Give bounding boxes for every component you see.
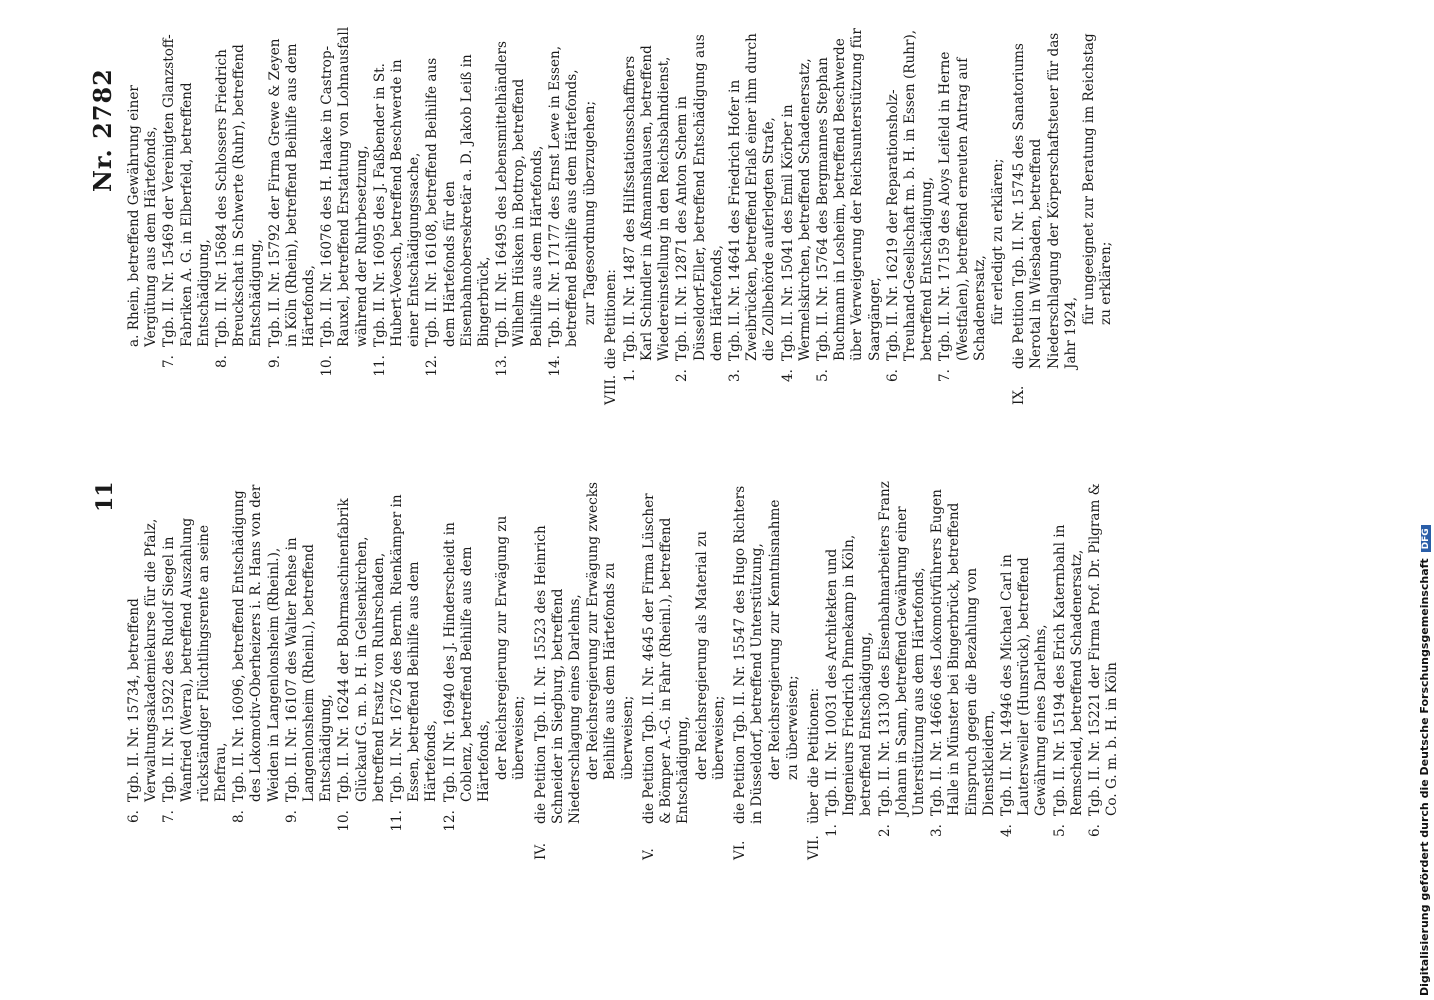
entry-text: Tgb. II. Nr. 16219 der Reparationsholz-Treuhand-Gesellschaft m. b. H. in Essen (Ruhr), betreffend Entschädigung, (884, 29, 936, 361)
resolution-text: der Reichsregierung zur Erwägung zwecks Beihilfe aus dem Härtefonds zu überweisen; (585, 481, 636, 780)
left-column (126, 480, 1122, 860)
entry-number: 2. (876, 824, 893, 837)
entry-number: 10. (319, 355, 336, 377)
entry-number: VII. (805, 835, 822, 860)
entry-text: Tgb. II Nr. 16940 des J. Hinderscheidt in Coblenz, betreffend Beihilfe aus dem Härtefonds, (441, 522, 493, 802)
entry-number: IX. (1011, 385, 1028, 405)
entry-text: Tgb. II. Nr. 16095 des J. Faßbender in St. Hubert-Voesch, betreffend Beschwerde in einer Entschädigungssache, (371, 59, 423, 347)
entry-text: Tgb. II. Nr. 16244 der Bohrmaschinenfabrik Glückauf G. m. b. H. in Gelsenkirchen, betreffend Ersatz von Ruhrschaden, (336, 498, 387, 802)
entry-number: 5. (814, 369, 831, 382)
entry-number: 6. (884, 369, 901, 382)
entry-number: 6. (1086, 824, 1103, 837)
petition-entry (126, 480, 160, 860)
entry-text: die Petitionen: (603, 269, 620, 369)
entry-text: die Petition Tgb. II. Nr. 15745 des Sanatoriums Nerotal in Wiesbaden, betreffend Niederschlagung der Körperschaftsteuer für das Jahr 1924, (1011, 32, 1079, 369)
entry-text: über die Petitionen: (805, 687, 822, 824)
petition-entry (267, 25, 319, 405)
entry-text: Tgb. II. Nr. 13130 des Eisenbahnarbeiters Franz Johann in Sann, betreffend Gewährung einer Unterstützung aus dem Härtefonds, (876, 481, 927, 816)
petition-entry (161, 480, 230, 860)
petition-entry (442, 480, 494, 860)
entry-number: 3. (726, 369, 743, 382)
entry-text: Tgb. II. Nr. 16726 des Bernh. Rienkämper in Essen, betreffend Beihilfe aus dem Härtefonds, (389, 494, 440, 802)
entry-number: 8. (214, 355, 231, 368)
section-entry (806, 480, 823, 860)
entry-number: V. (640, 848, 657, 860)
entry-number: 13. (494, 355, 511, 377)
entry-text: Tgb. II. Nr. 15764 des Bergmannes Stephan Buchmann in Losheim, betreffend Beschwerde über Verweigerung der Reichsunterstützung für Saargänger, (814, 28, 883, 361)
entry-number: 11. (371, 355, 388, 377)
petition-entry (999, 480, 1051, 860)
petition-entry (372, 25, 424, 405)
entry-text: Tgb. II. Nr. 15194 des Erich Katernbahl in Remscheid, betreffend Schadenersatz, (1051, 524, 1085, 816)
petition-entry (1087, 480, 1121, 860)
petition-entry (389, 480, 441, 860)
entry-text: Tgb. II. Nr. 12871 des Anton Schem in Düsseldorf-Eller, betreffend Entschädigung aus dem Härtefonds, (674, 34, 725, 361)
petition-entry (674, 25, 726, 405)
entry-number: 3. (929, 824, 946, 837)
petition-entry (824, 480, 876, 860)
entry-text: Tgb. II. Nr. 14946 des Michael Carl in Lautersweiler (Hunsrück), betreffend Gewährung eines Darlehns, (998, 554, 1050, 816)
entry-number: 10. (336, 810, 353, 832)
entry-number: 7. (161, 355, 178, 368)
resolution-text: für erledigt zu erklären; (989, 158, 1006, 325)
resolution-text: der Reichsregierung zur Kenntnisnahme zu überweisen; (767, 499, 801, 780)
petition-entry (622, 25, 674, 405)
entry-text: Tgb. II. Nr. 15792 der Firma Grewe & Zeyen in Köln (Rhein), betreffend Beihilfe aus dem Härtefonds, (266, 38, 318, 347)
entry-text: a. Rhein, betreffend Gewährung einer Vergütung aus dem Härtefonds, (126, 85, 160, 347)
entry-number: 9. (283, 810, 300, 823)
entry-number: IV. (532, 842, 549, 860)
entry-text: die Petition Tgb. II. Nr. 4645 der Firma Lüscher & Bömper A.-G. in Fahr (Rheinl.), betreffend Entschädigung, (640, 493, 692, 824)
right-column (126, 25, 1117, 405)
petition-entry (319, 25, 371, 405)
resolution-text: der Reichsregierung zur Erwägung zu überweisen; (494, 515, 528, 780)
dfg-logo: DFG (1421, 525, 1431, 552)
entry-number: 7. (161, 810, 178, 823)
entry-number: VI. (731, 840, 748, 860)
entry-number: VIII. (603, 374, 620, 405)
petition-entry (929, 480, 998, 860)
entry-number: 12. (424, 355, 441, 377)
entry-text: Tgb. II. Nr. 16107 des Walter Rehse in Langenlonsheim (Rheinl.), betreffend Entschädigung, (283, 537, 335, 802)
petition-entry (424, 25, 493, 405)
petition-entry (494, 25, 546, 405)
petition-entry (336, 480, 388, 860)
entry-text: Tgb. II. Nr. 15922 des Rudolf Siegel in Wanfried (Werra), betreffend Auszahlung rückständiger Flüchtlingsrente an seine Ehefrau, (161, 517, 230, 802)
entry-text: Tgb. II. Nr. 15469 der Vereinigten Glanzstoff-Fabriken A. G. in Elberfeld, betreffend Entschädigung, (161, 34, 212, 347)
petition-entry (126, 25, 160, 405)
section-entry (603, 25, 620, 405)
entry-number: 8. (231, 810, 248, 823)
resolution-text: für ungeeignet zur Beratung im Reichstag zu erklären; (1080, 33, 1115, 325)
document-number-header: Nr. 2782 (88, 68, 117, 192)
entry-text: Tgb. II. Nr. 17177 des Ernst Lewe in Essen, betreffend Beihilfe aus dem Härtefonds, (546, 45, 581, 347)
section-entry (1011, 25, 1080, 405)
petition-entry (815, 25, 884, 405)
entry-number: 2. (674, 369, 691, 382)
entry-text: Tgb. II. Nr. 16108, betreffend Beihilfe aus dem Härtefonds für den Eisenbahnobersekretär a. D. Jakob Leiß in Bingerbrück, (424, 54, 493, 347)
resolution-text: zur Tagesordnung überzugehen; (582, 100, 599, 325)
entry-number: 7. (937, 369, 954, 382)
entry-text: Tgb. II. Nr. 17159 des Aloys Leifeld in Herne (Westfalen), betreffend erneuten Antrag auf Schadenersatz, (937, 51, 988, 361)
petition-entry (231, 480, 283, 860)
entry-text: die Petition Tgb. II. Nr. 15523 des Heinrich Schneider in Siegburg, betreffend Niederschlagung eines Darlehns, (532, 525, 584, 824)
petition-entry (780, 25, 814, 405)
entry-text: Tgb. II. Nr. 15221 der Firma Prof. Dr. Pilgram & Co. G. m. b. H. in Köln (1086, 483, 1121, 816)
resolution-text: der Reichsregierung als Material zu überweisen; (693, 530, 727, 780)
section-entry (641, 480, 693, 860)
entry-text: Tgb. II. Nr. 15684 des Schlossers Friedrich Breuckschat in Schwerte (Ruhr), betreffend Entschädigung, (214, 44, 265, 347)
entry-number: 6. (126, 810, 142, 823)
petition-entry (284, 480, 336, 860)
entry-number: 11. (389, 810, 406, 832)
entry-number: 4. (998, 824, 1015, 837)
entry-number: 4. (779, 369, 796, 382)
entry-number: 9. (266, 355, 283, 368)
entry-text: Tgb. II. Nr. 16495 des Lebensmittelhändlers Wilhelm Hüsken in Bottrop, betreffend Beihilfe aus dem Härtefonds, (494, 41, 545, 347)
entry-text: Tgb. II. Nr. 14641 des Friedrich Hofer in Zweibrücken, betreffend Erlaß einer ihm durch die Zollbehörde auferlegten Strafe, (726, 33, 778, 361)
petition-entry (937, 25, 989, 405)
petition-entry (1052, 480, 1086, 860)
petition-entry (885, 25, 937, 405)
entry-number: 1. (621, 369, 638, 382)
entry-text: Tgb. II. Nr. 15041 des Emil Körber in Wermelskirchen, betreffend Schadenersatz, (779, 58, 813, 361)
entry-text: Tgb. II. Nr. 14666 des Lokomotivführers Eugen Halle in Münster bei Bingerbrück, betreffend Einspruch gegen die Bezahlung von Dienstkleidern, (929, 489, 997, 816)
entry-number: 14. (546, 355, 563, 377)
entry-number: 1. (823, 824, 840, 837)
entry-text: Tgb. II. Nr. 1487 des Hilfsstationsschaffners Karl Schindler in Aßmannshausen, betreffend Wiedereinstellung in den Reichsbahndienst, (621, 45, 673, 361)
page-number: 11 (92, 481, 118, 512)
entry-text: die Petition Tgb. II. Nr. 15547 des Hugo Richters in Düsseldorf, betreffend Unterstützung, (731, 485, 766, 824)
petition-entry (547, 25, 581, 405)
entry-text: Tgb. II. Nr. 16076 des H. Haake in Castrop-Rauxel, betreffend Erstattung von Lohnausfall während der Ruhrbesetzung, (319, 26, 370, 347)
digitization-credit (1418, 6, 1434, 996)
petition-entry (727, 25, 779, 405)
entry-text: Tgb. II. Nr. 15734, betreffend Verwaltungsakademiekurse für die Pfalz, (126, 518, 160, 802)
entry-number: 5. (1051, 824, 1068, 837)
entry-text: Tgb. II. Nr. 10031 des Architekten und Ingenieurs Friedrich Pinnekamp in Köln, betreffend Entschädigung, (823, 534, 875, 816)
section-entry (533, 480, 585, 860)
petition-entry (877, 480, 929, 860)
petition-entry (161, 25, 213, 405)
entry-text: Tgb. II. Nr. 16096, betreffend Entschädigung des Lokomotiv-Oberheizers i. R. Hans von der Weiden in Langenlonsheim (Rheinl.), (231, 484, 282, 802)
section-entry (732, 480, 766, 860)
petition-entry (214, 25, 266, 405)
entry-number: 12. (441, 810, 458, 832)
digitization-credit-text: Digitalisierung gefördert durch die Deutsche Forschungsgemeinschaft (1418, 558, 1431, 996)
